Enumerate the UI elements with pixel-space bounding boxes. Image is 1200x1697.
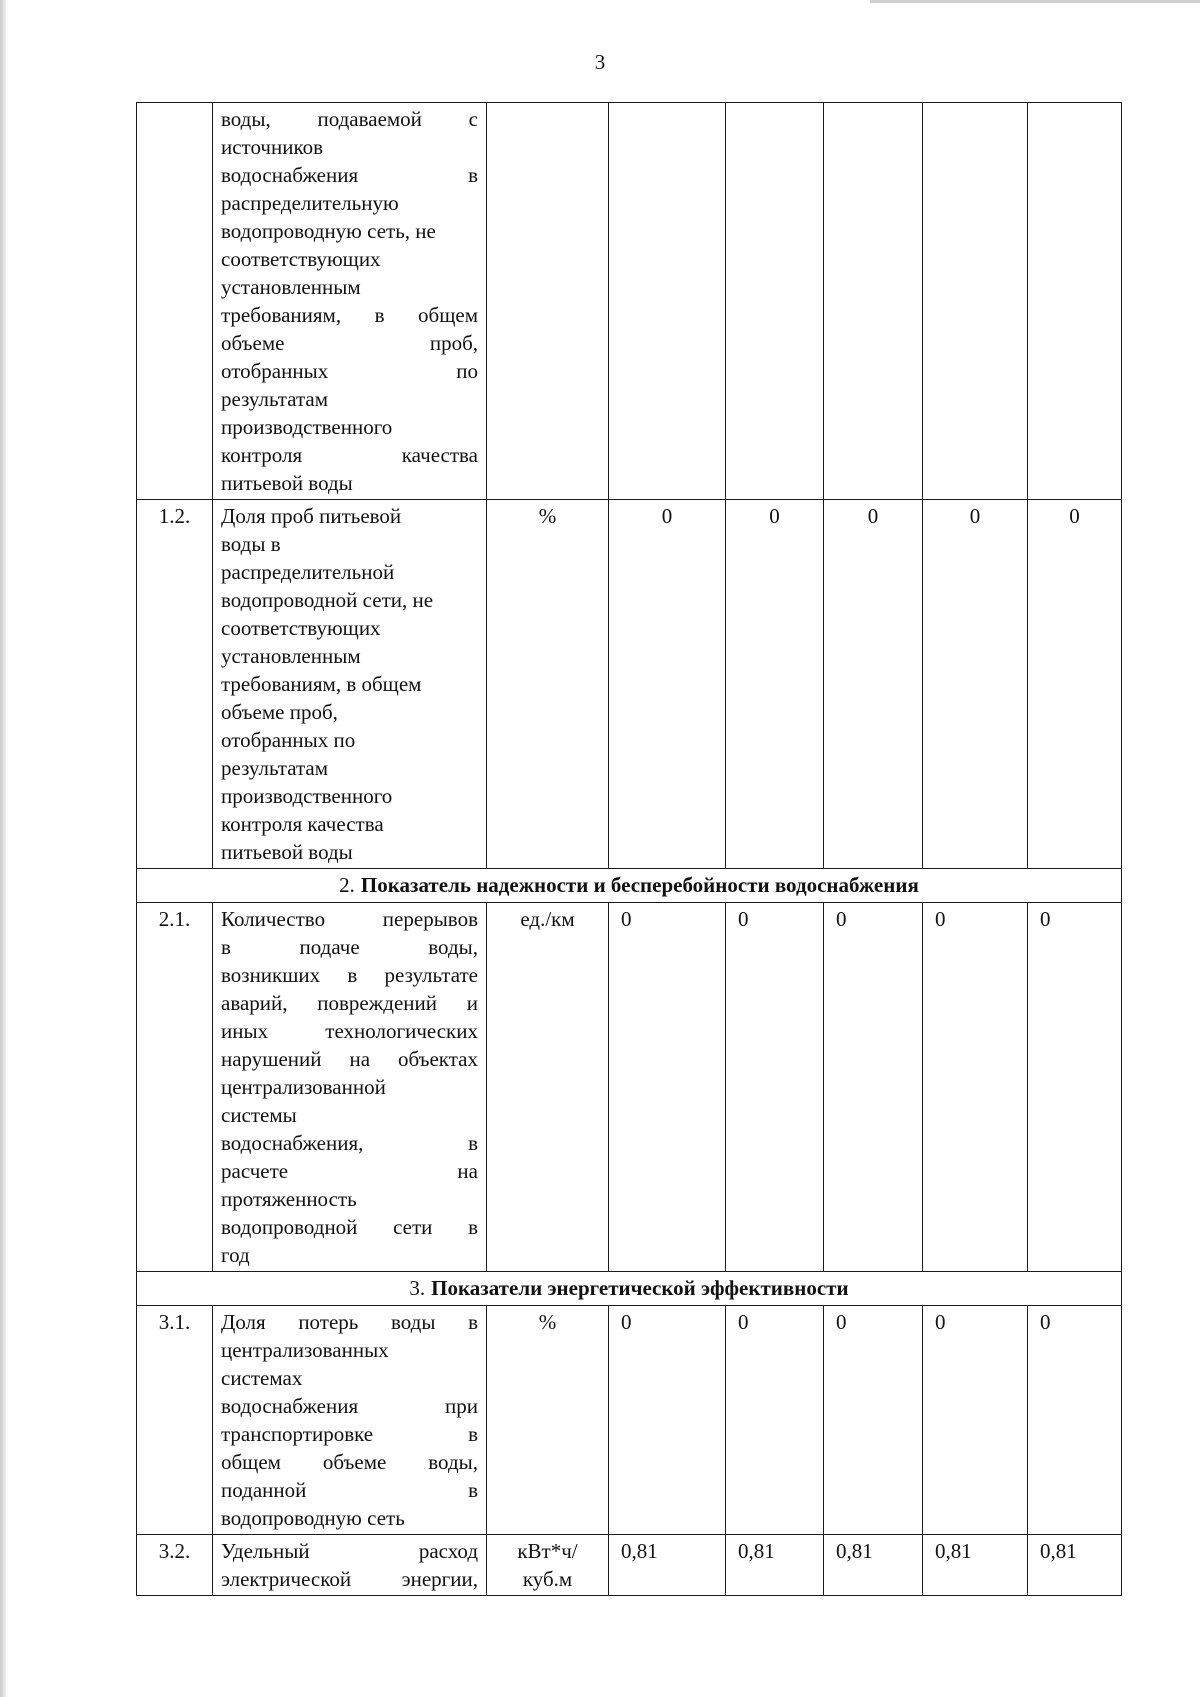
- row-value: [726, 103, 824, 500]
- desc-line: требованиям, в общем: [221, 672, 422, 696]
- desc-line: Доля проб питьевой: [221, 504, 402, 528]
- row-number: 3.1.: [137, 1306, 213, 1535]
- desc-line: источников: [221, 135, 324, 159]
- desc-line: установленным: [221, 644, 361, 668]
- row-value: 0: [609, 903, 726, 1272]
- desc-line: распределительной: [221, 560, 395, 584]
- desc-line: соответствующих: [221, 247, 381, 271]
- desc-line: централизованных: [221, 1338, 389, 1362]
- desc-line: производственного: [221, 784, 393, 808]
- desc-line: Удельный расход: [221, 1539, 478, 1563]
- row-value: 0: [923, 500, 1028, 869]
- row-description: [213, 903, 487, 1272]
- row-number: 2.1.: [137, 903, 213, 1272]
- section-number: 3.: [409, 1276, 426, 1300]
- section-row: [137, 869, 1122, 903]
- desc-line: общем объеме воды,: [221, 1450, 478, 1474]
- desc-line: результатам: [221, 387, 329, 411]
- table-row: [137, 500, 1122, 869]
- row-description: [213, 500, 487, 869]
- desc-line: электрической энергии,: [221, 1567, 478, 1591]
- row-unit: [487, 103, 609, 500]
- row-value: 0: [824, 1306, 923, 1535]
- page-number: 3: [594, 50, 606, 74]
- row-unit: кВт*ч/ куб.м: [487, 1535, 609, 1596]
- row-value: 0,81: [726, 1535, 824, 1596]
- desc-line: распределительную: [221, 191, 399, 215]
- row-value: 0: [609, 500, 726, 869]
- row-unit: ед./км: [487, 903, 609, 1272]
- table-row: [137, 103, 1122, 500]
- desc-line: объеме проб,: [221, 700, 338, 724]
- desc-line: системах: [221, 1366, 303, 1390]
- scan-edge-shadow: [0, 0, 6, 1697]
- row-value: 0,81: [923, 1535, 1028, 1596]
- desc-line: требованиям, в общем: [221, 303, 478, 327]
- desc-line: водоснабжения при: [221, 1394, 478, 1418]
- row-description: [213, 103, 487, 500]
- desc-line: водоснабжения в: [221, 163, 478, 187]
- indicators-table: [136, 102, 1122, 1596]
- section-heading: [137, 869, 1122, 903]
- row-value: 0: [609, 1306, 726, 1535]
- desc-line: возникших в результате: [221, 963, 478, 987]
- row-value: 0: [824, 500, 923, 869]
- desc-line: водопроводной сети в: [221, 1215, 478, 1239]
- row-number: 1.2.: [137, 500, 213, 869]
- desc-line: водопроводную сеть, не: [221, 219, 436, 243]
- table-row: [137, 1535, 1122, 1596]
- desc-line: централизованной: [221, 1075, 386, 1099]
- desc-line: контроля качества: [221, 812, 384, 836]
- desc-line: производственного: [221, 415, 393, 439]
- desc-line: контроля качества: [221, 443, 478, 467]
- section-title: Показатели энергетической эффективности: [431, 1276, 849, 1300]
- section-heading: [137, 1272, 1122, 1306]
- desc-line: отобранных по: [221, 359, 478, 383]
- table-row: [137, 903, 1122, 1272]
- desc-line: иных технологических: [221, 1019, 478, 1043]
- row-value: 0: [1028, 903, 1122, 1272]
- desc-line: протяженность: [221, 1187, 357, 1211]
- desc-line: расчете на: [221, 1159, 478, 1183]
- row-value: 0,81: [609, 1535, 726, 1596]
- row-unit: %: [487, 1306, 609, 1535]
- row-value: [824, 103, 923, 500]
- desc-line: системы: [221, 1103, 297, 1127]
- desc-line: водоснабжения, в: [221, 1131, 478, 1155]
- desc-line: воды в: [221, 532, 281, 556]
- section-row: [137, 1272, 1122, 1306]
- row-value: 0: [1028, 1306, 1122, 1535]
- row-value: 0: [923, 903, 1028, 1272]
- desc-line: водопроводной сети, не: [221, 588, 434, 612]
- row-value: 0: [726, 500, 824, 869]
- desc-line: воды, подаваемой с: [221, 107, 478, 131]
- desc-line: результатам: [221, 756, 329, 780]
- desc-line: год: [221, 1243, 250, 1267]
- row-value: 0: [824, 903, 923, 1272]
- section-title: Показатель надежности и бесперебойности водоснабжения: [360, 873, 919, 897]
- desc-line: Доля потерь воды в: [221, 1310, 478, 1334]
- desc-line: отобранных по: [221, 728, 356, 752]
- desc-line: транспортировке в: [221, 1422, 478, 1446]
- desc-line: аварий, повреждений и: [221, 991, 478, 1015]
- row-value: 0: [726, 903, 824, 1272]
- desc-line: водопроводную сеть: [221, 1506, 405, 1530]
- row-number: [137, 103, 213, 500]
- row-unit: %: [487, 500, 609, 869]
- row-description: [213, 1535, 487, 1596]
- desc-line: Количество перерывов: [221, 907, 478, 931]
- desc-line: питьевой воды: [221, 840, 353, 864]
- row-value: [923, 103, 1028, 500]
- row-value: [1028, 103, 1122, 500]
- desc-line: питьевой воды: [221, 471, 353, 495]
- row-value: 0: [1028, 500, 1122, 869]
- row-value: 0: [726, 1306, 824, 1535]
- section-number: 2.: [339, 873, 355, 897]
- row-value: 0,81: [1028, 1535, 1122, 1596]
- desc-line: поданной в: [221, 1478, 478, 1502]
- row-value: 0,81: [824, 1535, 923, 1596]
- row-value: 0: [923, 1306, 1028, 1535]
- desc-line: нарушений на объектах: [221, 1047, 478, 1071]
- scan-top-shadow: [870, 0, 1200, 3]
- desc-line: объеме проб,: [221, 331, 478, 355]
- table-row: [137, 1306, 1122, 1535]
- row-description: [213, 1306, 487, 1535]
- row-number: 3.2.: [137, 1535, 213, 1596]
- desc-line: установленным: [221, 275, 361, 299]
- row-value: [609, 103, 726, 500]
- desc-line: в подаче воды,: [221, 935, 478, 959]
- desc-line: соответствующих: [221, 616, 381, 640]
